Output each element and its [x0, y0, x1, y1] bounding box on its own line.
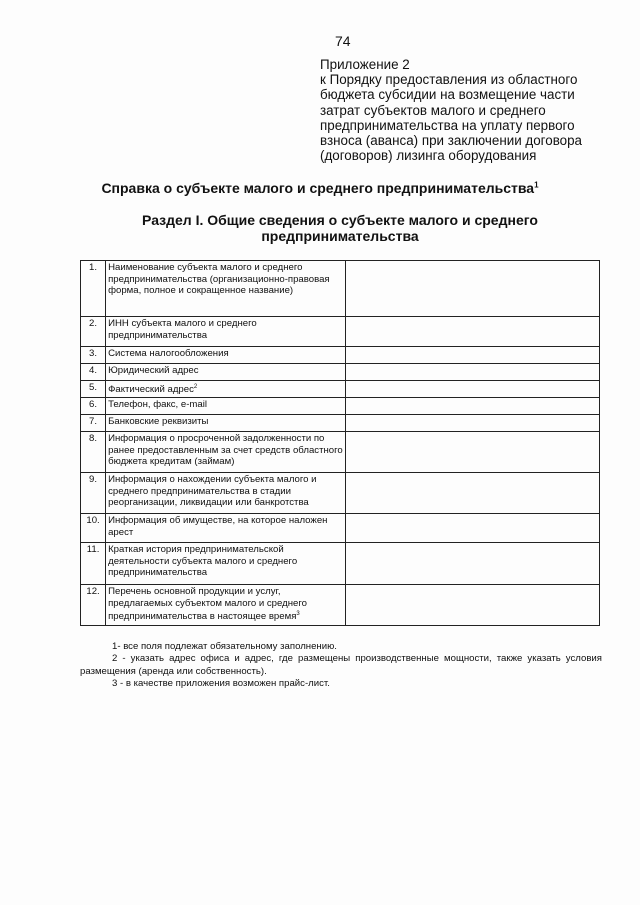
row-value-field[interactable] [346, 514, 600, 543]
table-row [81, 585, 600, 626]
row-value-field[interactable] [346, 398, 600, 415]
table-row [81, 347, 600, 364]
row-label: Банковские реквизиты [108, 416, 209, 427]
footnote-mark: 2 [193, 384, 198, 390]
row-label: Телефон, факс, e-mail [108, 399, 208, 410]
row-label-cell [106, 317, 346, 347]
row-label-cell [106, 381, 346, 398]
row-label-cell [106, 364, 346, 381]
row-number: 4. [81, 364, 106, 381]
row-number: 3. [81, 347, 106, 364]
title-footnote-mark: 1 [534, 180, 539, 190]
footnotes [80, 641, 602, 691]
table-row [81, 364, 600, 381]
section-title [120, 212, 560, 244]
row-label: Информация о нахождении субъекта малого и среднего предпринимательства в стадии реорганизации, ликвидации или банкротства [108, 474, 317, 509]
row-number: 12. [81, 585, 106, 626]
row-value-field[interactable] [346, 585, 600, 626]
table-row [81, 317, 600, 347]
table-row [81, 415, 600, 432]
row-label: Наименование субъекта малого и среднего предпринимательства (организационно-правовая форма, полное и сокращенное название) [108, 262, 330, 297]
row-number: 7. [81, 415, 106, 432]
row-label-cell [106, 415, 346, 432]
row-value-field[interactable] [346, 381, 600, 398]
annex-line: взноса (аванса) при заключении договора [320, 133, 582, 149]
section-title-line: предпринимательства [261, 228, 419, 244]
row-label-cell [106, 347, 346, 364]
annex-line: (договоров) лизинга оборудования [320, 148, 537, 164]
document-title [0, 180, 640, 196]
footnote-1: 1- все поля подлежат обязательному заполнению. [112, 641, 337, 652]
row-number: 9. [81, 473, 106, 514]
row-number: 6. [81, 398, 106, 415]
row-value-field[interactable] [346, 317, 600, 347]
annex-line: к Порядку предоставления из областного [320, 72, 578, 88]
row-label-cell [106, 543, 346, 585]
row-label-cell [106, 398, 346, 415]
row-label: Фактический адрес [108, 384, 194, 396]
footnote-mark: 3 [296, 611, 300, 618]
row-number: 11. [81, 543, 106, 585]
footnote-3: 3 - в качестве приложения возможен прайс-лист. [112, 678, 330, 690]
row-label: ИНН субъекта малого и среднего предпринимательства [108, 318, 257, 341]
row-value-field[interactable] [346, 432, 600, 473]
row-value-field[interactable] [346, 415, 600, 432]
table-row [81, 381, 600, 398]
row-label: Перечень основной продукции и услуг, предлагаемых субъектом малого и среднего предпринимательства в настоящее время [108, 586, 307, 623]
page-number: 74 [335, 33, 351, 49]
document-title-text: Справка о субъекте малого и среднего предпринимательства [101, 180, 535, 196]
table-row [81, 514, 600, 543]
info-table [80, 260, 600, 626]
annex-line: предпринимательства на уплату первого [320, 117, 575, 133]
row-label-cell [106, 585, 346, 626]
row-number: 1. [81, 261, 106, 317]
row-value-field[interactable] [346, 543, 600, 585]
annex-line: бюджета субсидии на возмещение части [320, 87, 575, 103]
annex-line: Приложение 2 [320, 57, 410, 72]
table-row [81, 261, 600, 317]
row-label-cell [106, 473, 346, 514]
annex-header [320, 57, 605, 163]
row-label: Краткая история предпринимательской деятельности субъекта малого и среднего предпринимательства [108, 544, 298, 579]
row-number: 10. [81, 514, 106, 543]
info-table-body [81, 261, 600, 626]
footnote-2: 2 - указать адрес офиса и адрес, где размещены производственные мощности, также указать условия размещения (аренда или собственность). [80, 653, 602, 677]
row-label: Информация об имуществе, на которое наложен арест [108, 515, 328, 538]
table-row [81, 432, 600, 473]
row-number: 2. [81, 317, 106, 347]
row-label: Юридический адрес [108, 365, 199, 376]
row-value-field[interactable] [346, 473, 600, 514]
row-number: 5. [81, 381, 106, 398]
row-number: 8. [81, 432, 106, 473]
row-label-cell [106, 514, 346, 543]
row-label: Информация о просроченной задолженности по ранее предоставленным за счет средств областного бюджета кредитам (займам) [108, 433, 343, 468]
table-row [81, 398, 600, 415]
row-label-cell [106, 261, 346, 317]
row-label-cell [106, 432, 346, 473]
annex-line: затрат субъектов малого и среднего [320, 102, 546, 118]
row-label: Система налогообложения [108, 348, 229, 359]
row-value-field[interactable] [346, 261, 600, 317]
table-row [81, 473, 600, 514]
row-value-field[interactable] [346, 364, 600, 381]
section-title-line: Раздел I. Общие сведения о субъекте малого и среднего [142, 212, 538, 228]
row-value-field[interactable] [346, 347, 600, 364]
table-row [81, 543, 600, 585]
